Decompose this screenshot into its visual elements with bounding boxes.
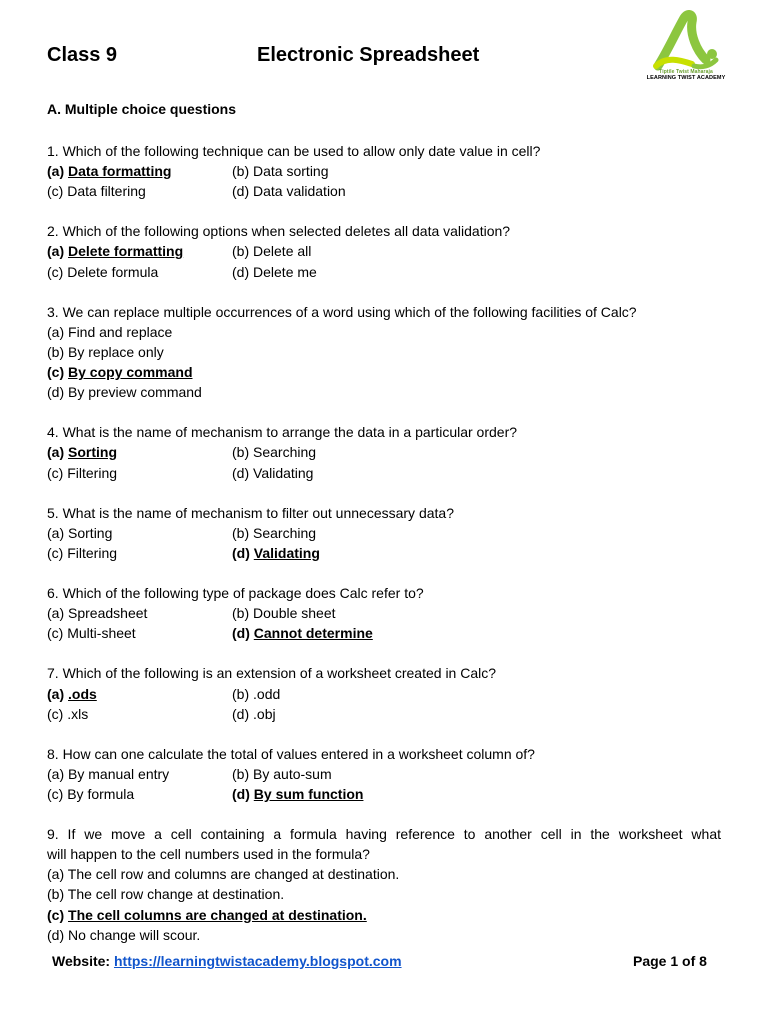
option-b: (b) Searching: [232, 524, 317, 541]
question-9: [47, 824, 721, 945]
option-c: (c) Filtering: [47, 544, 118, 561]
option-a: (a) Data formatting: [47, 163, 172, 180]
option-b: (b) Data sorting: [232, 163, 329, 180]
option-d: (d) No change will scour.: [47, 926, 201, 943]
logo-tagline: Tiptile Twist Maharaja: [659, 69, 713, 75]
page-title: Electronic Spreadsheet: [257, 44, 480, 66]
question-6: [47, 583, 721, 643]
option-c: (c) By copy command: [47, 364, 193, 381]
option-a: (a) Sorting: [47, 444, 118, 461]
option-c: (c) .xls: [47, 705, 89, 722]
question-text: 8. How can one calculate the total of values entered in a worksheet column of?: [47, 745, 535, 762]
question-text-line-2: will happen to the cell numbers used in the formula?: [47, 846, 370, 863]
option-a: (a) The cell row and columns are changed at destination.: [47, 866, 400, 883]
logo-caption: [636, 69, 736, 81]
option-a: (a) Find and replace: [47, 323, 173, 340]
option-c: (c) Multi-sheet: [47, 625, 136, 642]
website-label: Website:: [52, 953, 111, 969]
footer-website: [52, 953, 402, 969]
question-4: [47, 422, 721, 482]
question-text: 5. What is the name of mechanism to filter out unnecessary data?: [47, 504, 454, 521]
question-2: [47, 221, 721, 281]
option-d: (d) .obj: [232, 705, 276, 722]
question-7: [47, 663, 721, 723]
questions-list: [47, 141, 721, 965]
question-text: 1. Which of the following technique can be used to allow only date value in cell?: [47, 143, 541, 159]
option-d: (d) Validating: [232, 544, 320, 561]
option-b: (b) Searching: [232, 444, 317, 461]
option-c: (c) By formula: [47, 786, 135, 802]
question-text: 7. Which of the following is an extension of a worksheet created in Calc?: [47, 665, 497, 682]
option-c: (c) The cell columns are changed at destination.: [47, 906, 367, 923]
option-b: (b) Double sheet: [232, 605, 336, 622]
question-1: [47, 141, 721, 201]
option-b: (b) By auto-sum: [232, 765, 332, 782]
option-a: (a) .ods: [47, 685, 97, 702]
option-b: (b) By replace only: [47, 343, 164, 360]
question-5: [47, 503, 721, 563]
option-a: (a) Delete formatting: [47, 243, 184, 260]
question-text: 6. Which of the following type of package does Calc refer to?: [47, 585, 424, 602]
question-8: [47, 744, 721, 804]
option-d: (d) Validating: [232, 464, 314, 481]
question-3: [47, 302, 721, 402]
option-a: (a) By manual entry: [47, 765, 170, 782]
question-text-line-1: 9. If we move a cell containing a formula having reference to another cell in the worksheet what: [47, 826, 721, 843]
option-b: (b) Delete all: [232, 243, 312, 260]
website-link[interactable]: https://learningtwistacademy.blogspot.com: [113, 953, 402, 969]
question-text: 3. We can replace multiple occurrences of a word using which of the following facilities of Calc?: [47, 303, 637, 320]
option-d: (d) Cannot determine: [232, 625, 373, 642]
option-d: (d) By preview command: [47, 384, 202, 401]
class-label: Class 9: [47, 44, 118, 66]
option-c: (c) Filtering: [47, 464, 118, 481]
question-text: 2. Which of the following options when selected deletes all data validation?: [47, 223, 511, 240]
option-d: (d) Data validation: [232, 183, 346, 200]
option-d: (d) By sum function: [232, 786, 364, 802]
option-c: (c) Delete formula: [47, 263, 159, 280]
logo-name: LEARNING TWIST ACADEMY: [646, 75, 726, 81]
page-number: Page 1 of 8: [633, 953, 707, 969]
question-text: 4. What is the name of mechanism to arrange the data in a particular order?: [47, 424, 518, 441]
option-a: (a) Sorting: [47, 524, 113, 541]
option-b: (b) The cell row change at destination.: [47, 886, 285, 903]
option-a: (a) Spreadsheet: [47, 605, 148, 622]
option-b: (b) .odd: [232, 685, 281, 702]
option-d: (d) Delete me: [232, 263, 317, 280]
option-c: (c) Data filtering: [47, 183, 146, 200]
section-heading: A. Multiple choice questions: [47, 101, 237, 117]
